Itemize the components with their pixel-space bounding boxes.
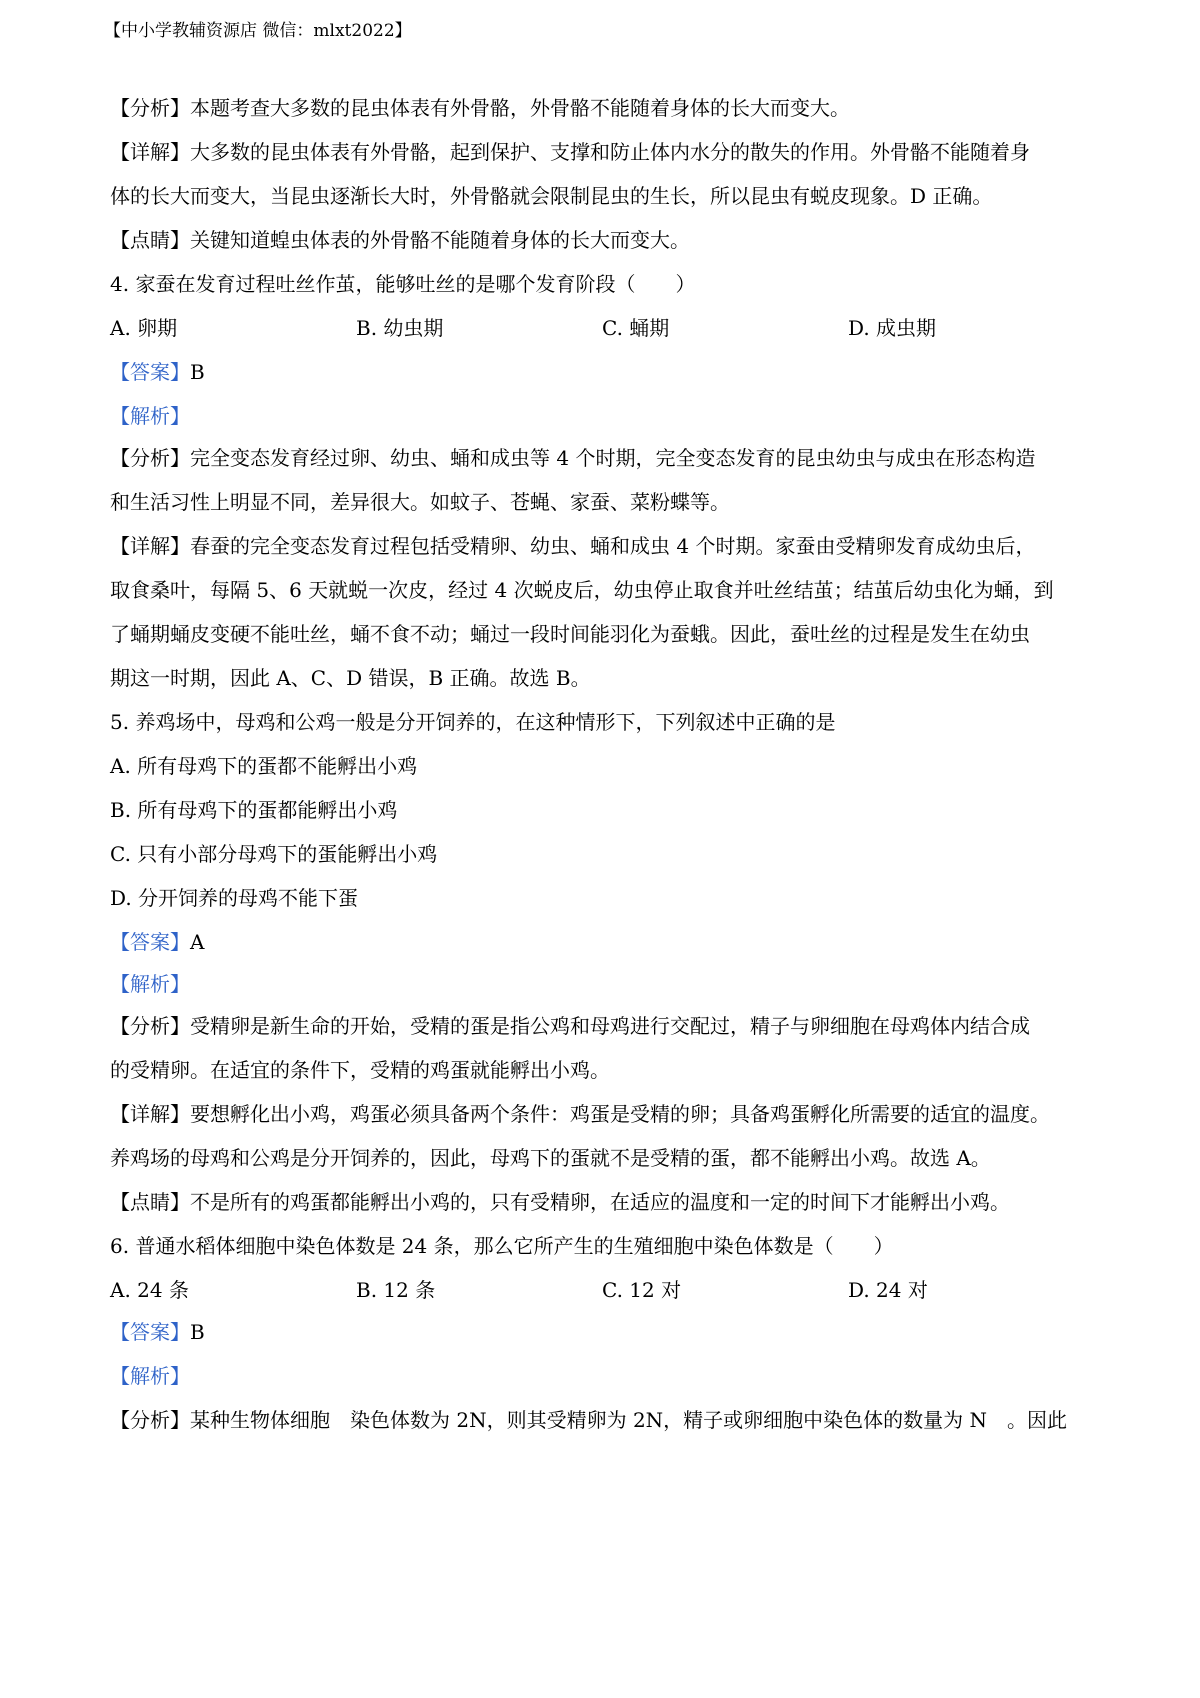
q4-detail-line: 期这一时期，因此 A、C、D 错误，B 正确。故选 B。 xyxy=(110,666,591,690)
analysis-text: 本题考查大多数的昆虫体表有外骨骼，外骨骼不能随着身体的长大而变大。 xyxy=(190,96,850,120)
jiexi-tag: 【解析】 xyxy=(110,972,190,996)
point-text: 不是所有的鸡蛋都能孵出小鸡的，只有受精卵，在适应的温度和一定的时间下才能孵出小鸡。 xyxy=(190,1190,1010,1214)
answer-value: B xyxy=(190,360,205,384)
q4-detail-line: 取食桑叶，每隔 5、6 天就蜕一次皮，经过 4 次蜕皮后，幼虫停止取食并吐丝结茧；结茧后幼虫化为蛹，到 xyxy=(110,578,1054,602)
answer-value: B xyxy=(190,1320,205,1344)
answer-value: A xyxy=(190,930,205,954)
q5-analysis xyxy=(110,1012,1030,1040)
q5-option-b: B. 所有母鸡下的蛋都能孵出小鸡 xyxy=(110,798,398,822)
analysis-text: 完全变态发育经过卵、幼虫、蛹和成虫等 4 个时期，完全变态发育的昆虫幼虫与成虫在形态构造 xyxy=(190,446,1036,470)
q4-answer xyxy=(110,358,205,386)
analysis-text: 受精卵是新生命的开始，受精的蛋是指公鸡和母鸡进行交配过，精子与卵细胞在母鸡体内结合成 xyxy=(190,1014,1030,1038)
detail-tag: 【详解】 xyxy=(110,534,190,558)
q5-answer xyxy=(110,928,204,956)
analysis-tag: 【分析】 xyxy=(110,1408,190,1432)
point-paragraph xyxy=(110,226,690,254)
point-tag: 【点睛】 xyxy=(110,228,190,252)
q4-analysis-line: 和生活习性上明显不同，差异很大。如蚊子、苍蝇、家蚕、菜粉蝶等。 xyxy=(110,490,730,514)
q4-analysis xyxy=(110,444,1035,472)
q5-jiexi xyxy=(110,970,190,998)
analysis-tag: 【分析】 xyxy=(110,96,190,120)
q6-option-c: C. 12 对 xyxy=(602,1278,682,1302)
q6-jiexi xyxy=(110,1362,190,1390)
analysis-tag: 【分析】 xyxy=(110,446,190,470)
question-6: 6. 普通水稻体细胞中染色体数是 24 条，那么它所产生的生殖细胞中染色体数是（ ） xyxy=(110,1234,894,1258)
q4-detail xyxy=(110,532,1035,560)
detail-tag: 【详解】 xyxy=(110,140,190,164)
question-5: 5. 养鸡场中，母鸡和公鸡一般是分开饲养的，在这种情形下，下列叙述中正确的是 xyxy=(110,710,836,734)
q6-analysis xyxy=(110,1406,1067,1434)
q5-option-d: D. 分开饲养的母鸡不能下蛋 xyxy=(110,886,359,910)
q4-option-d: D. 成虫期 xyxy=(848,316,937,340)
q6-answer xyxy=(110,1318,205,1346)
answer-tag: 【答案】 xyxy=(110,1320,190,1344)
question-4: 4. 家蚕在发育过程吐丝作茧，能够吐丝的是哪个发育阶段（ ） xyxy=(110,272,696,296)
analysis-paragraph xyxy=(110,94,850,122)
point-text: 关键知道蝗虫体表的外骨骼不能随着身体的长大而变大。 xyxy=(190,228,690,252)
analysis-text: 某种生物体细胞 染色体数为 2N，则其受精卵为 2N，精子或卵细胞中染色体的数量为 N 。因此 xyxy=(190,1408,1068,1432)
q5-analysis-line: 的受精卵。在适宜的条件下，受精的鸡蛋就能孵出小鸡。 xyxy=(110,1058,610,1082)
detail-text: 要想孵化出小鸡，鸡蛋必须具备两个条件：鸡蛋是受精的卵；具备鸡蛋孵化所需要的适宜的温度。 xyxy=(190,1102,1050,1126)
q4-option-a: A. 卵期 xyxy=(110,316,178,340)
detail-line: 体的长大而变大，当昆虫逐渐长大时，外骨骼就会限制昆虫的生长，所以昆虫有蜕皮现象。D 正确。 xyxy=(110,184,993,208)
q4-jiexi xyxy=(110,402,190,430)
point-tag: 【点睛】 xyxy=(110,1190,190,1214)
q5-detail xyxy=(110,1100,1050,1128)
q5-detail-line: 养鸡场的母鸡和公鸡是分开饲养的，因此，母鸡下的蛋就不是受精的蛋，都不能孵出小鸡。故选 A。 xyxy=(110,1146,991,1170)
q5-option-c: C. 只有小部分母鸡下的蛋能孵出小鸡 xyxy=(110,842,438,866)
answer-tag: 【答案】 xyxy=(110,360,190,384)
jiexi-tag: 【解析】 xyxy=(110,1364,190,1388)
q4-detail-line: 了蛹期蛹皮变硬不能吐丝，蛹不食不动；蛹过一段时间能羽化为蚕蛾。因此，蚕吐丝的过程是发生在幼虫 xyxy=(110,622,1030,646)
q5-point xyxy=(110,1188,1010,1216)
page-header: 【中小学教辅资源店 微信：mlxt2022】 xyxy=(104,21,412,41)
q6-option-a: A. 24 条 xyxy=(110,1278,189,1302)
q4-option-b: B. 幼虫期 xyxy=(356,316,444,340)
q4-option-c: C. 蛹期 xyxy=(602,316,670,340)
detail-text: 春蚕的完全变态发育过程包括受精卵、幼虫、蛹和成虫 4 个时期。家蚕由受精卵发育成幼虫后， xyxy=(190,534,1036,558)
analysis-tag: 【分析】 xyxy=(110,1014,190,1038)
q6-option-b: B. 12 条 xyxy=(356,1278,436,1302)
q6-option-d: D. 24 对 xyxy=(848,1278,928,1302)
detail-paragraph xyxy=(110,138,1030,166)
q5-option-a: A. 所有母鸡下的蛋都不能孵出小鸡 xyxy=(110,754,418,778)
jiexi-tag: 【解析】 xyxy=(110,404,190,428)
detail-text: 大多数的昆虫体表有外骨骼，起到保护、支撑和防止体内水分的散失的作用。外骨骼不能随着身 xyxy=(190,140,1030,164)
answer-tag: 【答案】 xyxy=(110,930,190,954)
detail-tag: 【详解】 xyxy=(110,1102,190,1126)
